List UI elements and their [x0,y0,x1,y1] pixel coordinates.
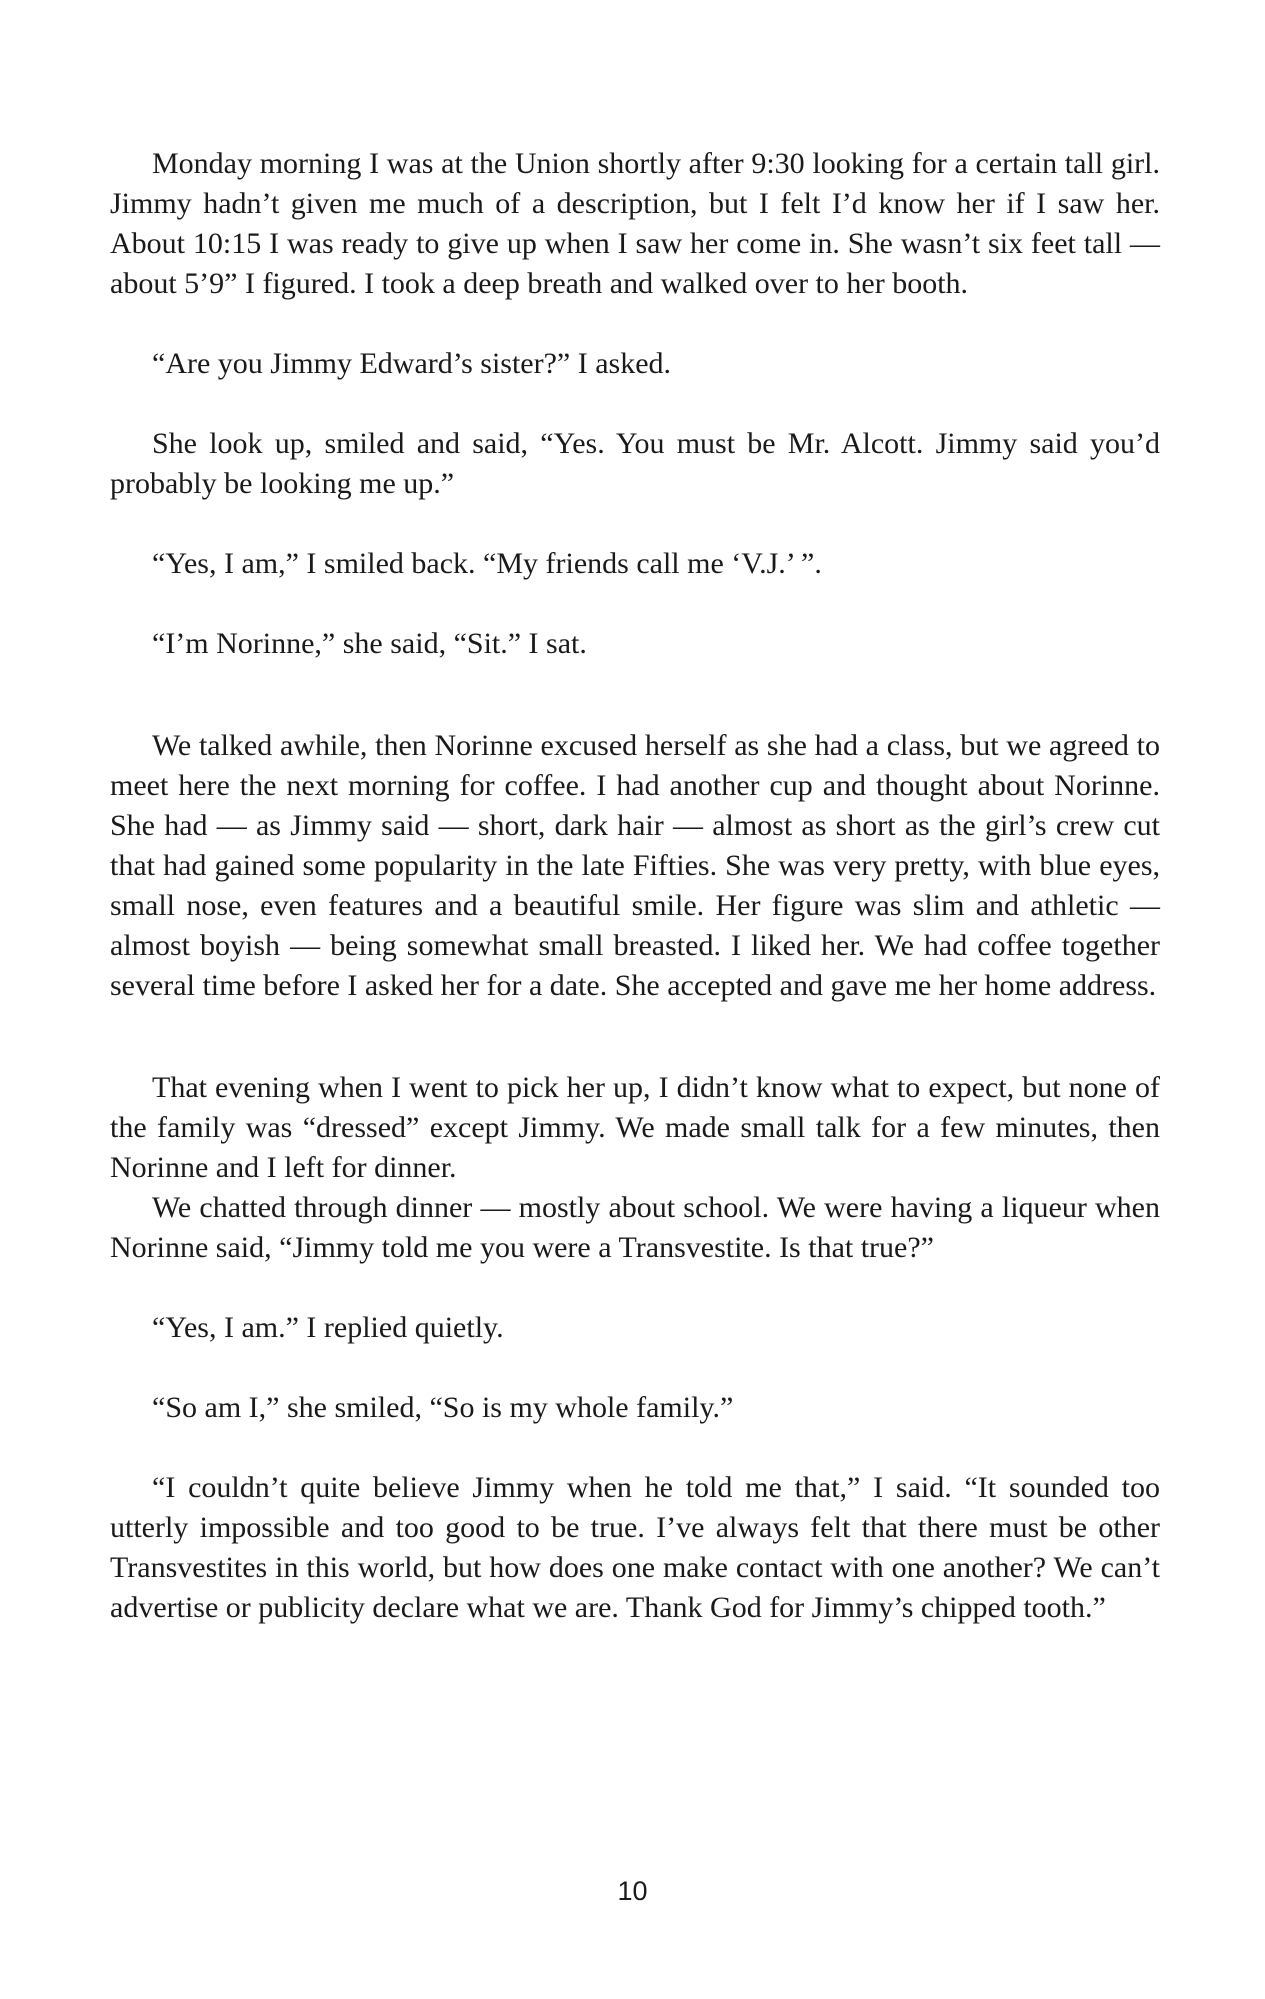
paragraph-dialogue-norinne: “I’m Norinne,” she said, “Sit.” I sat. [152,627,587,660]
paragraph-evening-pickup: That evening when I went to pick her up, I didn’t know what to expect, but none of the family was “dressed” except Jimmy. We made small talk for a few minutes, then Norinne and I left for dinner. [110,1071,1160,1184]
page-number: 10 [617,1876,648,1906]
paragraph-dinner-chat: We chatted through dinner — mostly about school. We were having a liqueur when Norinne said, “Jimmy told me you were a Transvestite. Is that true?” [110,1191,1160,1264]
paragraph-union-arrival: Monday morning I was at the Union shortly after 9:30 looking for a certain tall girl. Jimmy hadn’t given me much of a description, but I felt I’d know her if I saw her. About 10:15 I was ready to give up when I saw her come in. She wasn’t six feet tall — about 5’9” I figured. I took a deep breath and walked over to her booth. [110,147,1160,300]
paragraph-dialogue-vj: “Yes, I am,” I smiled back. “My friends call me ‘V.J.’ ”. [152,547,822,580]
body-text [110,144,1160,1628]
paragraph-dialogue-reply: She look up, smiled and said, “Yes. You must be Mr. Alcott. Jimmy said you’d probably be looking me up.” [110,427,1160,500]
paragraph-dialogue-sister: “Are you Jimmy Edward’s sister?” I asked. [152,347,672,380]
paragraph-reply-quietly: “Yes, I am.” I replied quietly. [152,1311,504,1344]
paragraph-chipped-tooth: “I couldn’t quite believe Jimmy when he told me that,” I said. “It sounded too utterly impossible and too good to be true. I’ve always felt that there must be other Transvestites in this world, but how does one make contact with one another? We can’t advertise or publicity declare what we are. Thank God for Jimmy’s chipped tooth.” [110,1471,1160,1624]
paragraph-coffee-description: We talked awhile, then Norinne excused herself as she had a class, but we agreed to meet here the next morning for coffee. I had another cup and thought about Norinne. She had — as Jimmy said — short, dark hair — almost as short as the girl’s crew cut that had gained some popularity in the late Fifties. She was very pretty, with blue eyes, small nose, even features and a beautiful smile. Her figure was slim and athletic — almost boyish — being somewhat small breasted. I liked her. We had coffee together several time before I asked her for a date. She accepted and gave me her home address. [110,729,1160,1002]
paragraph-whole-family: “So am I,” she smiled, “So is my whole family.” [152,1391,734,1424]
